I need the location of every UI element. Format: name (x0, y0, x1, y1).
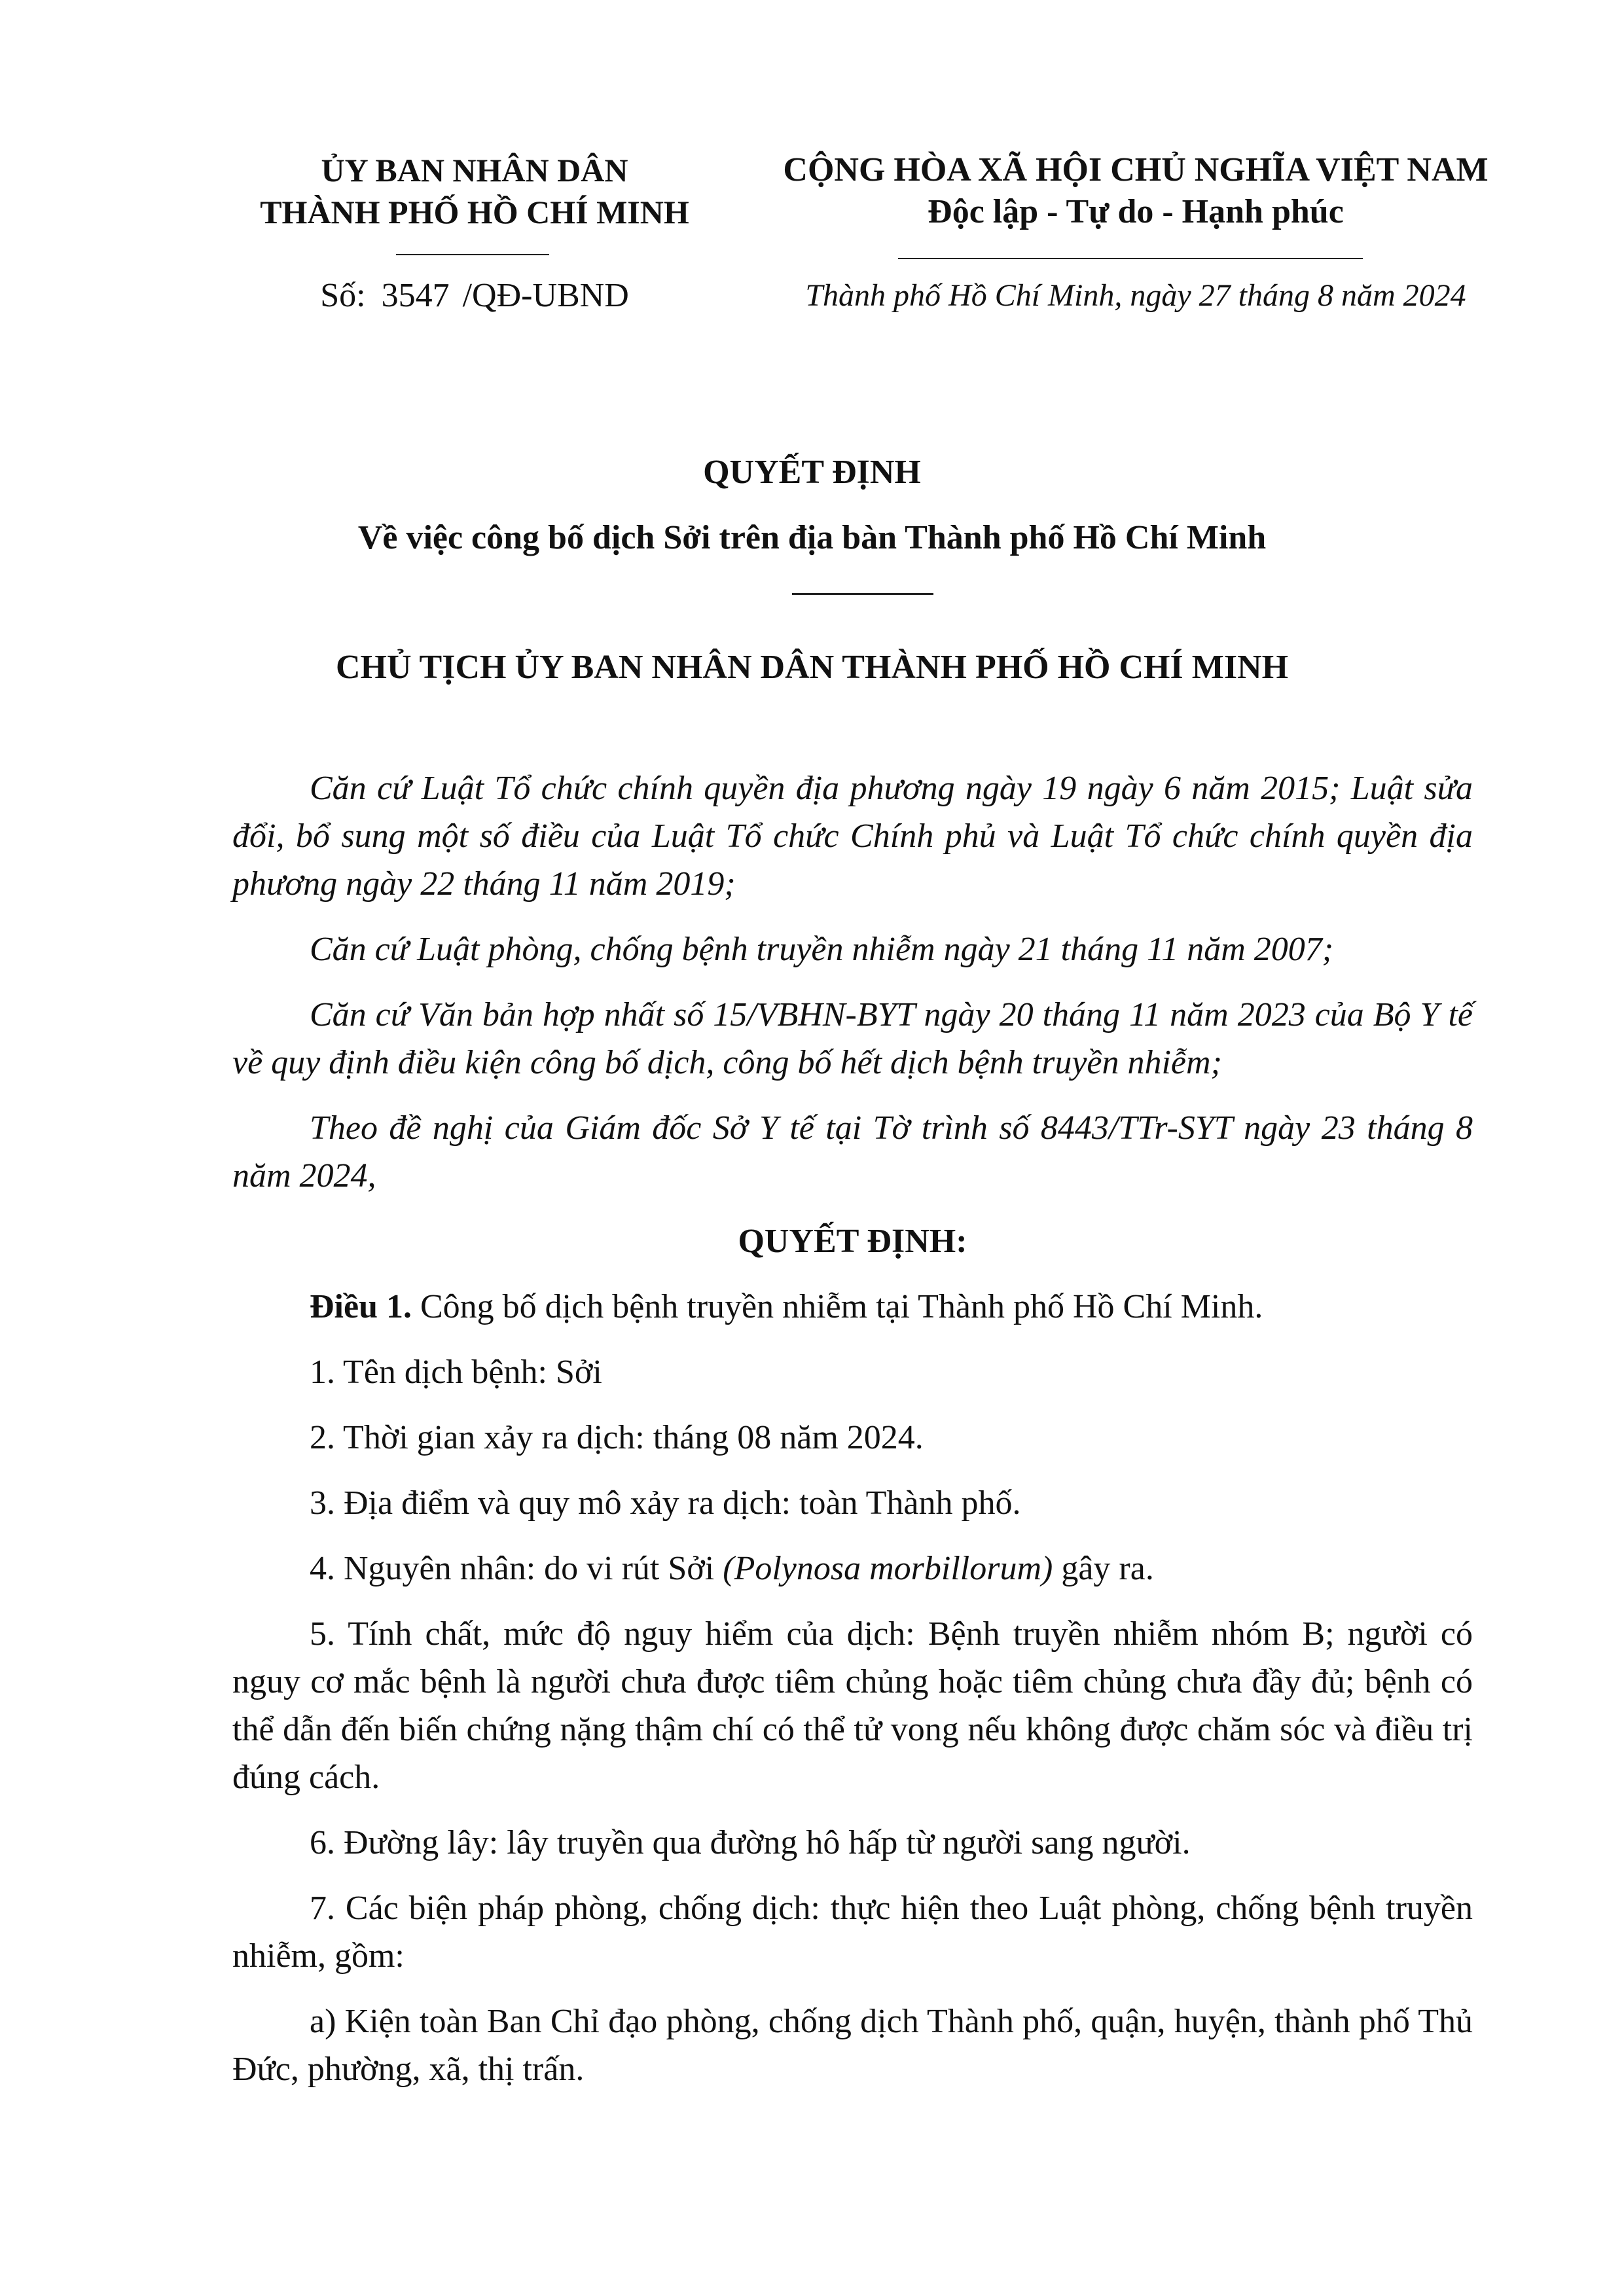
decision-heading: QUYẾT ĐỊNH: (738, 1223, 967, 1260)
item-4-suffix: gây ra. (1053, 1550, 1154, 1587)
issue-date: Thành phố Hồ Chí Minh, ngày 27 tháng 8 năm 2024 (805, 278, 1466, 313)
article-1 (232, 1283, 1473, 1331)
item-4-prefix: 4. Nguyên nhân: do vi rút Sởi (310, 1550, 723, 1587)
list-item (232, 1545, 1473, 1592)
national-motto (733, 149, 1538, 233)
country-name: CỘNG HÒA XÃ HỘI CHỦ NGHĨA VIỆT NAM (783, 151, 1489, 188)
preamble-paragraph: Theo đề nghị của Giám đốc Sở Y tế tại Tờ trình số 8443/TTr-SYT ngày 23 tháng 8 năm 2024, (232, 1109, 1473, 1194)
issuing-authority: CHỦ TỊCH ỦY BAN NHÂN DÂN THÀNH PHỐ HỒ CHÍ MINH (335, 649, 1289, 686)
motto-divider (898, 258, 1363, 259)
preamble-paragraph: Căn cứ Luật Tổ chức chính quyền địa phương ngày 19 ngày 6 năm 2015; Luật sửa đổi, bổ sung một số điều của Luật Tổ chức Chính phủ và Luật Tổ chức chính quyền địa phương ngày 22 tháng 11 năm 2019; (232, 770, 1473, 903)
issuing-agency (223, 149, 727, 233)
list-item: 2. Thời gian xảy ra dịch: tháng 08 năm 2024. (310, 1419, 924, 1456)
preamble-paragraph: Căn cứ Văn bản hợp nhất số 15/VBHN-BYT ngày 20 tháng 11 năm 2023 của Bộ Y tế về quy định điều kiện công bố dịch, công bố hết dịch bệnh truyền nhiễm; (232, 996, 1473, 1081)
document-body (232, 764, 1473, 2111)
number-value: 3547 (381, 277, 450, 314)
list-item: 1. Tên dịch bệnh: Sởi (310, 1354, 602, 1391)
agency-line-1: ỦY BAN NHÂN DÂN (321, 152, 628, 188)
article-1-text: Công bố dịch bệnh truyền nhiễm tại Thành phố Hồ Chí Minh. (412, 1288, 1263, 1325)
agency-divider (396, 254, 549, 255)
title-divider (792, 593, 933, 595)
item-4-pathogen: (Polynosa morbillorum) (723, 1550, 1053, 1587)
article-1-label: Điều 1. (310, 1288, 412, 1325)
list-item: a) Kiện toàn Ban Chỉ đạo phòng, chống dịch Thành phố, quận, huyện, thành phố Thủ Đức, phường, xã, thị trấn. (232, 2003, 1473, 2088)
motto-line: Độc lập - Tự do - Hạnh phúc (928, 193, 1344, 230)
list-item: 6. Đường lây: lây truyền qua đường hô hấp từ người sang người. (310, 1824, 1191, 1861)
list-item: 5. Tính chất, mức độ nguy hiểm của dịch: Bệnh truyền nhiễm nhóm B; người có nguy cơ mắc bệnh là người chưa được tiêm chủng hoặc tiêm chủng chưa đầy đủ; bệnh có thể dẫn đến biến chứng nặng thậm chí có thể tử vong nếu không được chăm sóc và điều trị đúng cách. (232, 1615, 1473, 1796)
list-item: 3. Địa điểm và quy mô xảy ra dịch: toàn Thành phố. (310, 1484, 1021, 1522)
number-prefix: Số: (320, 277, 366, 314)
list-item: 7. Các biện pháp phòng, chống dịch: thực hiện theo Luật phòng, chống bệnh truyền nhiễm, gồm: (232, 1890, 1473, 1975)
number-suffix: /QĐ-UBND (462, 277, 629, 314)
agency-line-2: THÀNH PHỐ HỒ CHÍ MINH (260, 194, 689, 230)
document-subject: Về việc công bố dịch Sởi trên địa bàn Thành phố Hồ Chí Minh (357, 519, 1267, 556)
preamble-paragraph: Căn cứ Luật phòng, chống bệnh truyền nhiễm ngày 21 tháng 11 năm 2007; (310, 931, 1334, 968)
document-heading: QUYẾT ĐỊNH (703, 454, 921, 491)
document-number (223, 275, 727, 317)
